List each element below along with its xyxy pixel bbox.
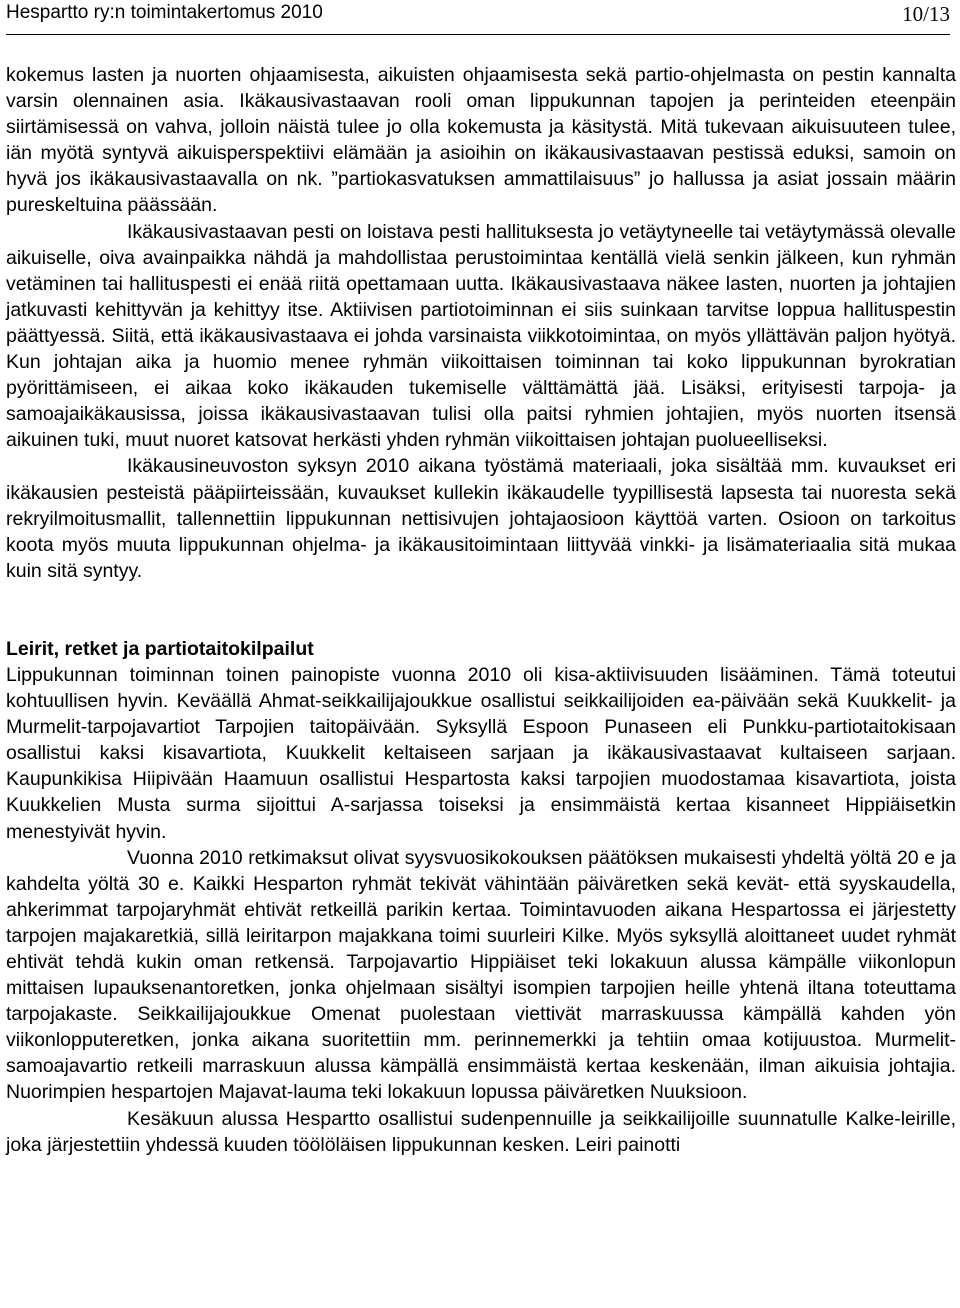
paragraph-trips: Vuonna 2010 retkimaksut olivat syysvuosikokouksen päätöksen mukaisesti yhdeltä yöltä 20 e ja kahdelta yöltä 30 e. Kaikki Hesparton ryhmät tekivät vähintään päiväretken sekä kevät- että syyskaudella, ahkerimmat tarpojaryhmät ehtivät retkeillä parikin kertaa. Toimintavuoden aikana Hespartossa ei järjestetty tarpojen majakaretkiä, sillä leiritarpon majakkana toimi suurleiri Kilke. Myös syksyllä aloittaneet uudet ryhmät ehtivät tehdä kukin oman retkensä. Tarpojavartio Hippiäiset teki lokakuun alussa kämpälle viikonlopun mittaisen lupauksenantoretken, jonka ohjelmaan sisältyi isompien tarpojien heille yhtenä iltana toteuttama tarpojakaste. Seikkailijajoukkue Omenat puolestaan viettivät marraskuussa kämpällä kahden yön viikonlopputeretken, jonka aikana suoritettiin mm. perinnemerkki ja tehtiin omaa kotijuustoa. Murmelit-samoajavartio retkeili marraskuun alussa kämpällä ensimmäistä kertaa keskenään, ilman aikuisia johtajia. Nuorimpien hespartojen Majavat-lauma teki lokakuun lopussa päiväretken Nuuksioon.: [6, 846, 956, 1104]
section-spacer: [6, 584, 956, 636]
paragraph-pesti-benefits: Ikäkausivastaavan pesti on loistava pesti hallituksesta jo vetäytyneelle tai vetäytymässä olevalle aikuiselle, oiva avainpaikka nähdä ja mahdollistaa perustoimintaa kentällä vielä senkin jälkeen, kun ryhmän vetäminen tai hallituspesti ei enää riitä opettamaan uutta. Ikäkausivastaava näkee lasten, nuorten ja johtajien jatkuvasti kehittyvän ja kehittyy itse. Aktiivisen partiotoiminnan ei siis suinkaan tarvitse loppua hallituspestin päättyessä. Siitä, että ikäkausivastaava ei johda varsinaista viikkotoimintaa, on myös yllättävän paljon hyötyä. Kun johtajan aika ja huomio menee ryhmän viikoittaisen toiminnan tai koko lippukunnan byrokratian pyörittämiseen, ei aikaa koko ikäkauden tukemiselle välttämättä jää. Lisäksi, erityisesti tarpoja- ja samoajaikäkausissa, joissa ikäkausivastaavan tulisi olla paitsi ryhmien johtajien, myös nuorten itsensä aikuinen tuki, muut nuoret katsovat herkästi yhden ryhmän viikoittaisen johtajan puolueelliseksi.: [6, 220, 956, 452]
page-header: [6, 0, 950, 35]
document-title: Hespartto ry:n toimintakertomus 2010: [6, 2, 323, 23]
paragraph-camp: Kesäkuun alussa Hespartto osallistui sudenpennuille ja seikkailijoille suunnatulle Kalke-leirille, joka järjestettiin yhdessä kuuden töölöläisen lippukunnan kesken. Leiri painotti: [6, 1107, 956, 1156]
section-heading: Leirit, retket ja partiotaitokilpailut: [6, 637, 314, 660]
paragraph-pesti-requirements: kokemus lasten ja nuorten ohjaamisesta, aikuisten ohjaamisesta sekä partio-ohjelmasta on pestin kannalta varsin olennainen asia. Ikäkausivastaavan rooli oman lippukunnan tapojen ja perinteiden eteenpäin siirtämisessä on vahva, jolloin näistä tulee jo olla kokemusta ja käsitystä. Mitä tukevaan aikuisuuteen tulee, iän myötä syntyvä aikuisperspektiivi elämään ja asioihin on ikäkausivastaavan pestissä eduksi, samoin on hyvä jos ikäkausivastaavalla on nk. ”partiokasvatuksen ammattilaisuus” jo hallussa ja asiat jossain määrin pureskeltuina päässään.: [6, 64, 956, 217]
paragraph-material: Ikäkausineuvoston syksyn 2010 aikana työstämä materiaali, joka sisältää mm. kuvaukset eri ikäkausien pesteistä pääpiirteissään, kuvaukset kullekin ikäkaudelle tyypillisestä lapsesta tai nuoresta sekä rekryilmoitusmallit, tallennettiin lippukunnan nettisivujen johtajaosioon käyttöä varten. Osioon on tarkoitus koota myös muuta lippukunnan ohjelma- ja ikäkausitoimintaan liittyvää vinkki- ja lisämateriaalia sitä mukaa kuin sitä syntyy.: [6, 455, 956, 582]
document-body: [6, 62, 956, 1158]
paragraph-competitions: Lippukunnan toiminnan toinen painopiste vuonna 2010 oli kisa-aktiivisuuden lisääminen. Tämä toteutui kohtuullisen hyvin. Keväällä Ahmat-seikkailijajoukkue osallistui seikkailijoiden ea-päivään sekä Kuukkelit- ja Murmelit-tarpojavartiot Tarpojien taitopäivään. Syksyllä Espoon Punaseen eli Punkku-partiotaitokisaan osallistui kaksi kisavartiota, Kuukkelit keltaiseen sarjaan ja ikäkausivastaavat kultaiseen sarjaan. Kaupunkikisa Hiipivään Haamuun osallistui Hespartosta kaksi tarpojien muodostamaa kisavartiota, joista Kuukkelien Musta surma sijoittui A-sarjassa toiseksi ja ensimmäistä kertaa kisanneet Hippiäisetkin menestyivät hyvin.: [6, 663, 956, 843]
page-number: 10/13: [902, 2, 950, 26]
